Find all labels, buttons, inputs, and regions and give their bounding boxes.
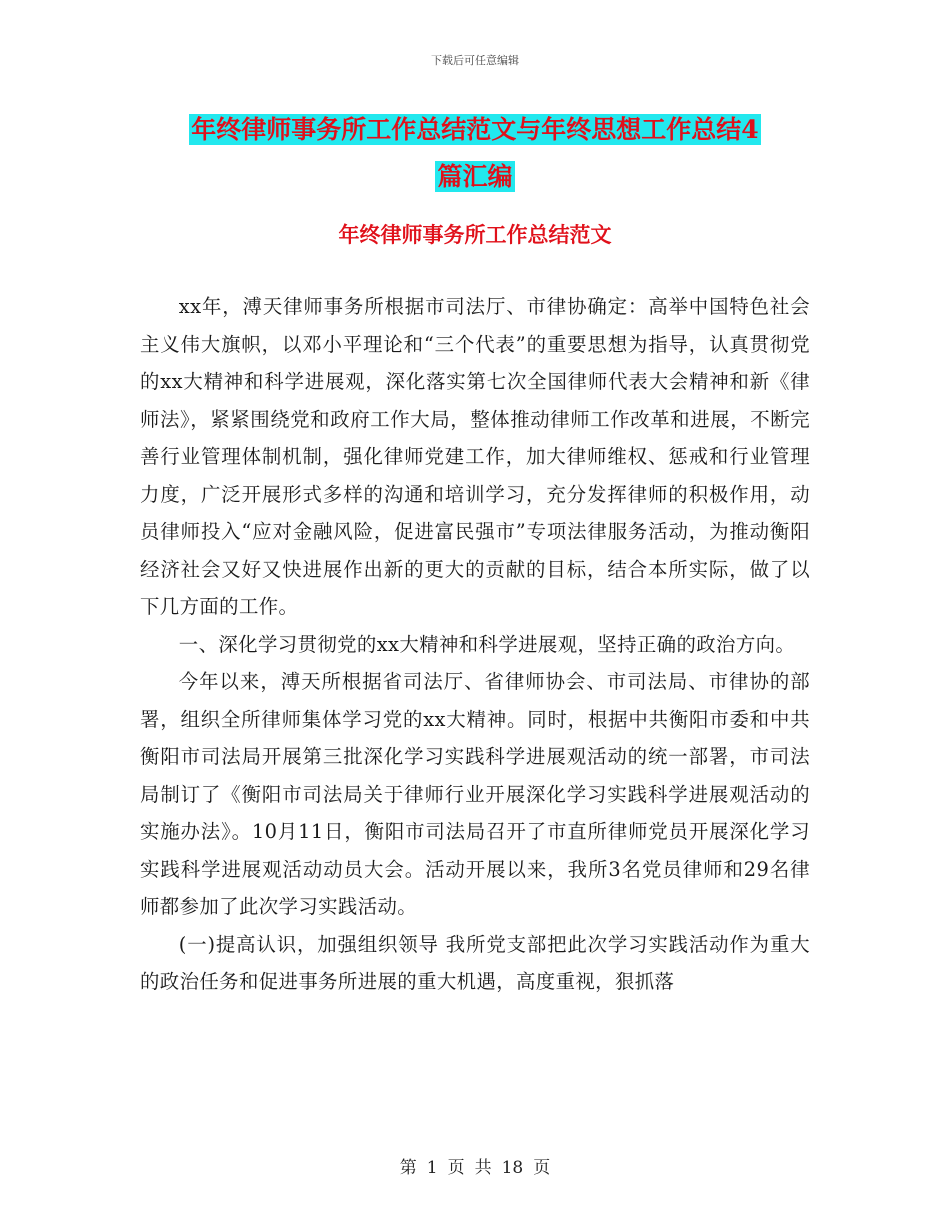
paragraph: (一)提高认识，加强组织领导 我所党支部把此次学习实践活动作为重大的政治任务和促进事务所进展的重大机遇，高度重视，狠抓落 (140, 932, 810, 993)
document-body (140, 288, 810, 1001)
footer-page-number: 1 (426, 1158, 438, 1178)
document-title (150, 106, 800, 200)
footer-total-pages: 18 (501, 1158, 524, 1178)
header-note: 下载后可任意编辑 (431, 54, 519, 67)
footer-total-label: 共 (474, 1158, 492, 1178)
document-title-line-2: 篇汇编 (437, 162, 513, 191)
footer-total-suffix: 页 (533, 1158, 551, 1178)
paragraph: 一、深化学习贯彻党的xx大精神和科学进展观，坚持正确的政治方向。 (178, 632, 796, 656)
paragraph: xx年，溥天律师事务所根据市司法厅、市律协确定：高举中国特色社会主义伟大旗帜，以邓小平理论和“三个代表”的重要思想为指导，认真贯彻党的xx大精神和科学进展观，深化落实第七次全国律师代表大会精神和新《律师法》，紧紧围绕党和政府工作大局，整体推动律师工作改革和进展，不断完善行业管理体制机制，强化律师党建工作，加大律师维权、惩戒和行业管理力度，广泛开展形式多样的沟通和培训学习，充分发挥律师的积极作用，动员律师投入“应对金融风险，促进富民强市”专项法律服务活动，为推动衡阳经济社会又好又快进展作出新的更大的贡献的目标，结合本所实际，做了以下几方面的工作。 (140, 295, 810, 618)
document-title-line-1: 年终律师事务所工作总结范文与年终思想工作总结4 (191, 115, 759, 144)
section-title: 年终律师事务所工作总结范文 (338, 222, 612, 247)
page-footer (0, 1153, 950, 1178)
paragraph: 今年以来，溥天所根据省司法厅、省律师协会、市司法局、市律协的部署，组织全所律师集体学习党的xx大精神。同时，根据中共衡阳市委和中共衡阳市司法局开展第三批深化学习实践科学进展观活动的统一部署，市司法局制订了《衡阳市司法局关于律师行业开展深化学习实践科学进展观活动的实施办法》。10月11日，衡阳市司法局召开了市直所律师党员开展深化学习实践科学进展观活动动员大会。活动开展以来，我所3名党员律师和29名律师都参加了此次学习实践活动。 (140, 670, 810, 918)
footer-page-label: 页 (447, 1158, 465, 1178)
footer-page-prefix: 第 (399, 1158, 417, 1178)
